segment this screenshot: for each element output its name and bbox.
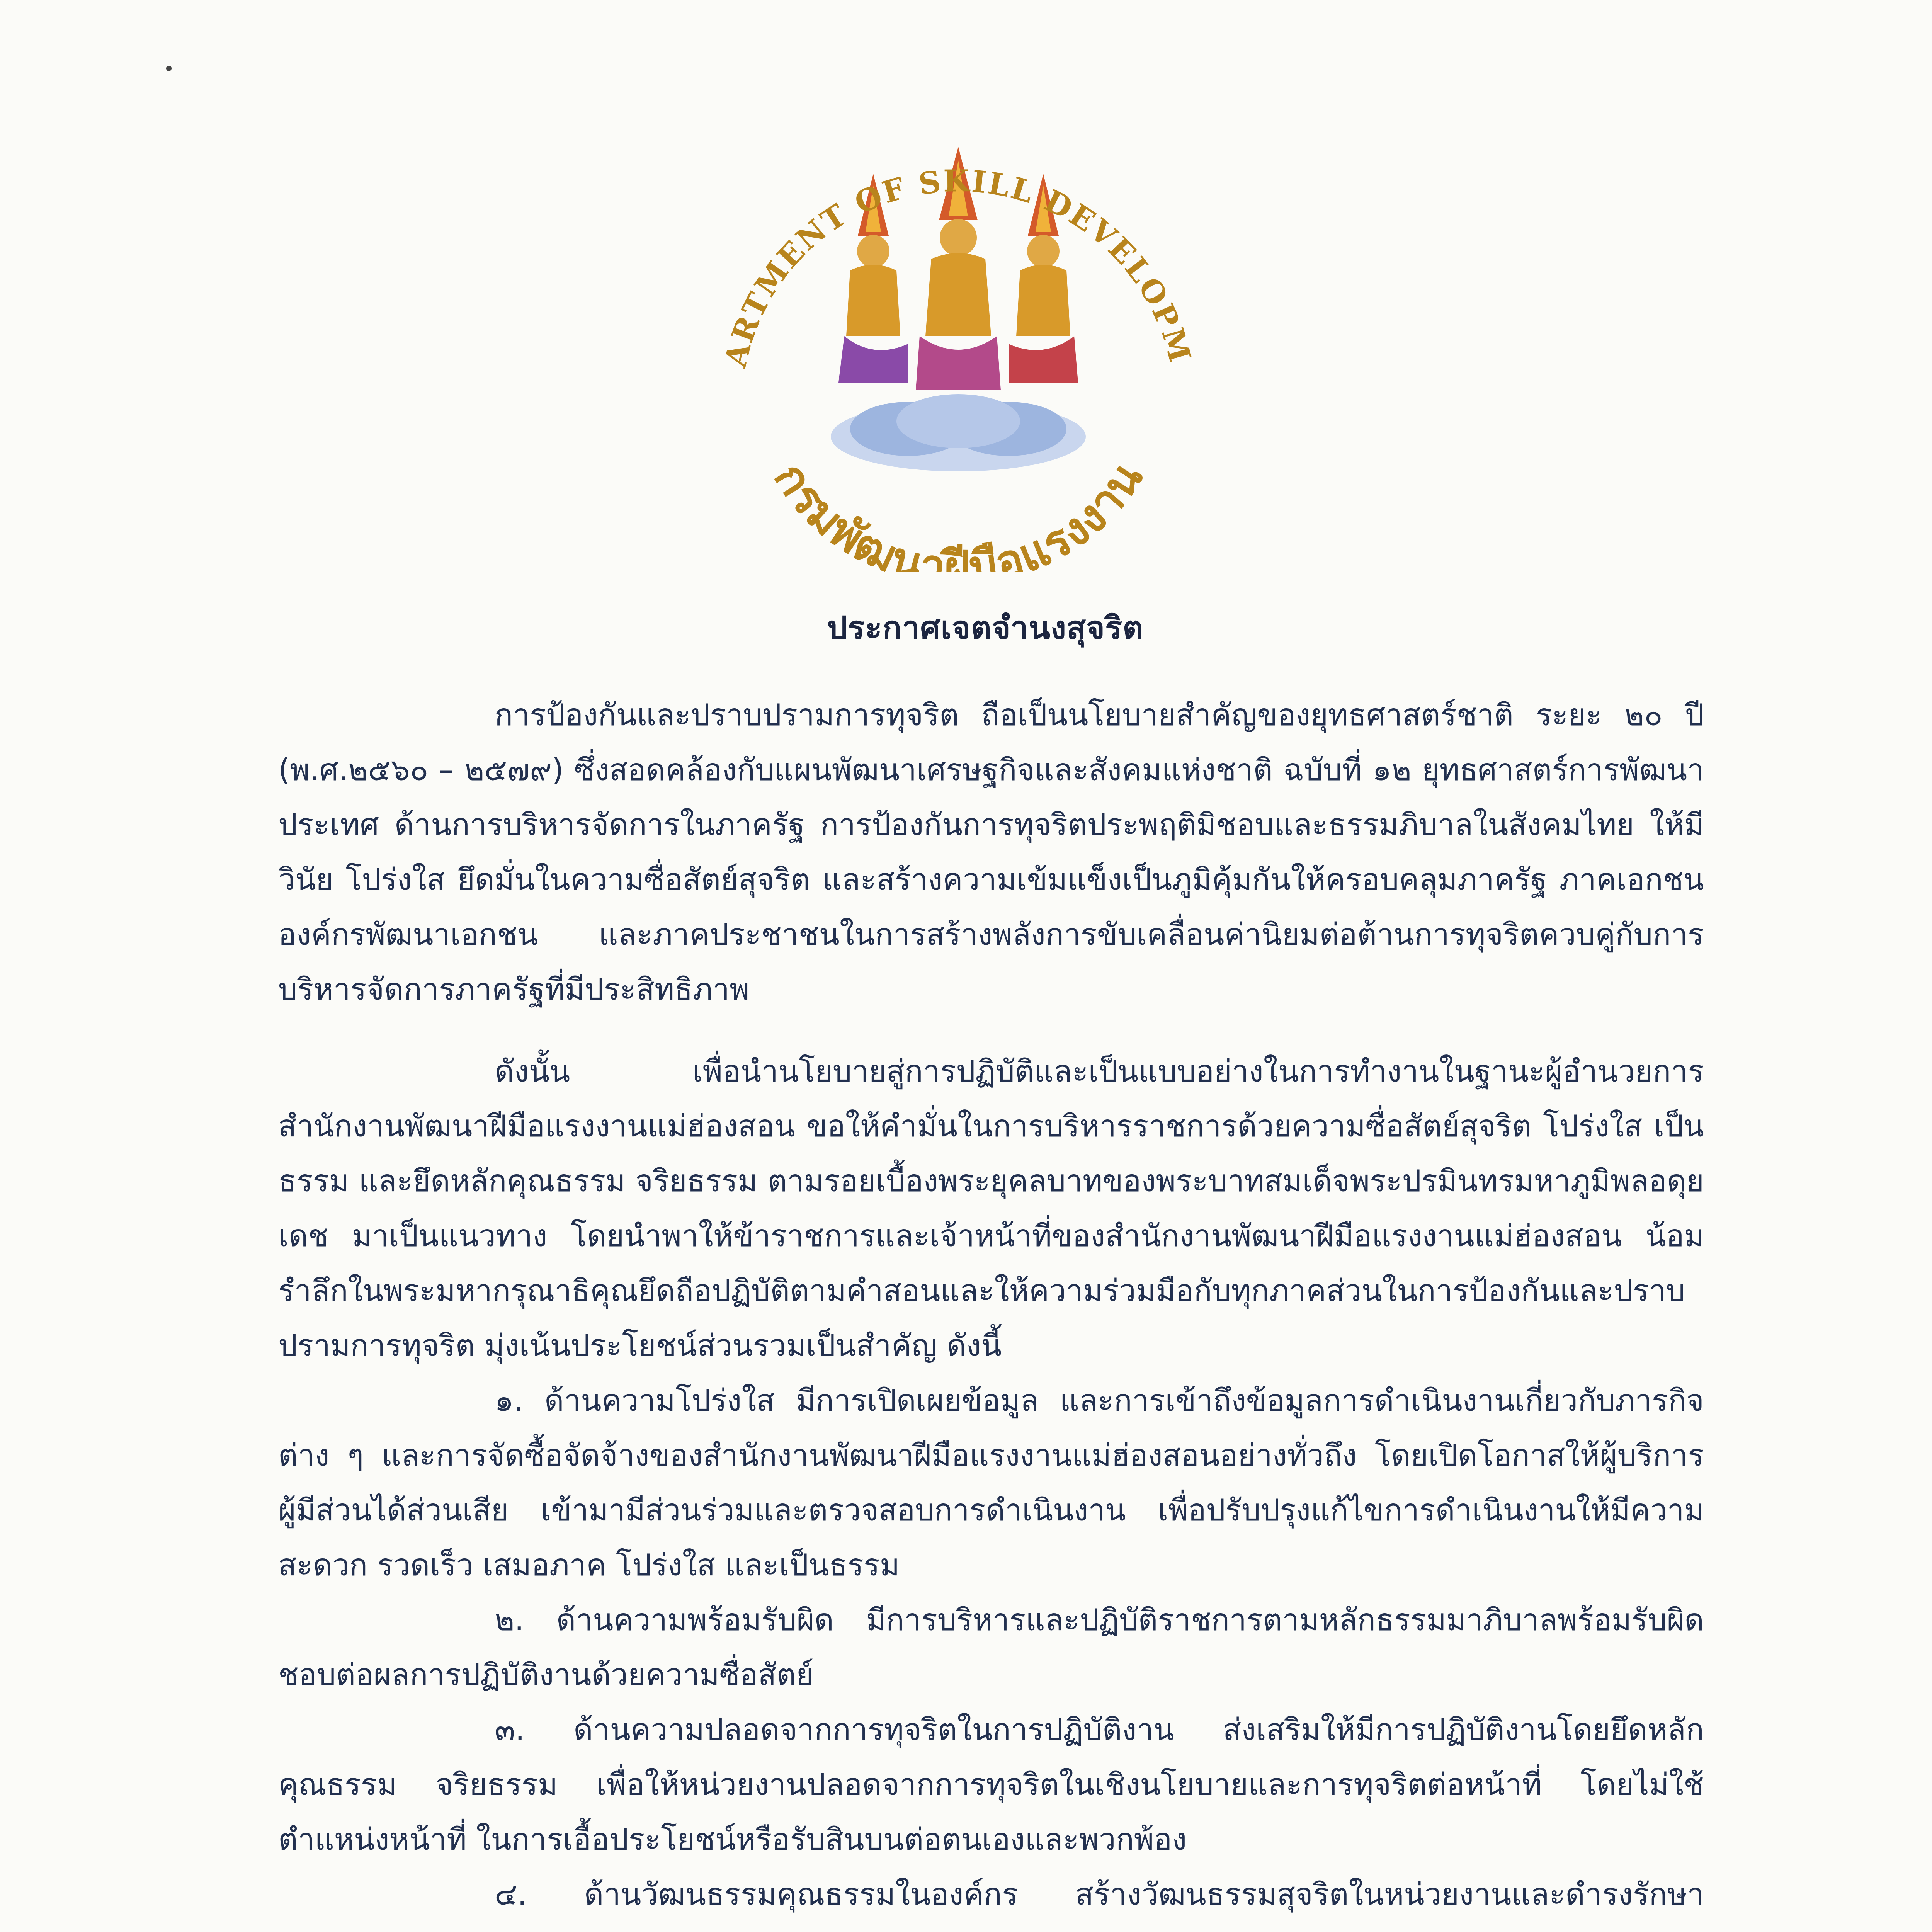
list-item-integrity-culture: ๔. ด้านวัฒนธรรมคุณธรรมในองค์กร สร้างวัฒนธรรมสุจริตในหน่วยงานและดำรงรักษา [495,1877,1704,1912]
seal-english-arc-text: ARTMENT OF SKILL DEVELOPM [718,163,1198,371]
scan-speck [166,66,172,71]
intro-paragraph: การป้องกันและปราบปรามการทุจริต ถือเป็นนโยบายสำคัญของยุทธศาสตร์ชาติ ระยะ ๒๐ ปี (พ.ศ.๒๕๖๐ – ๒๕๗๙) ซึ่งสอดคล้องกับแผนพัฒนาเศรษฐกิจและสังคมแห่งชาติ ฉบับที่ ๑๒ ยุทธศาสตร์การพัฒนาประเทศ ด้านการบริหารจัดการในภาครัฐ การป้องกันการทุจริตประพฤติมิชอบและธรรมภิบาลในสังคมไทย ให้มีวินัย โปร่งใส ยึดมั่นในความซื่อสัตย์สุจริต และสร้างความเข้มแข็งเป็นภูมิคุ้มกันให้ครอบคลุมภาครัฐ ภาคเอกชน องค์กรพัฒนาเอกชน และภาคประชาชนในการสร้างพลังการขับเคลื่อนค่านิยมต่อต้านการทุจริตควบคู่กับการบริหารจัดการภาครัฐที่มีประสิทธิภาพ [278,698,1704,1007]
list-item-accountability: ๒. ด้านความพร้อมรับผิด มีการบริหารและปฏิบัติราชการตามหลักธรรมมาภิบาลพร้อมรับผิดชอบต่อผลการปฏิบัติงานด้วยความซื่อสัตย์ [278,1603,1704,1692]
list-item-corruption-free: ๓. ด้านความปลอดจากการทุจริตในการปฏิบัติงาน ส่งเสริมให้มีการปฏิบัติงานโดยยึดหลักคุณธรรม จริยธรรม เพื่อให้หน่วยงานปลอดจากการทุจริตในเชิงนโยบายและการทุจริตต่อหน้าที่ โดยไม่ใช้ตำแหน่งหน้าที่ ในการเอื้อประโยชน์หรือรับสินบนต่อตนเองและพวกพ้อง [278,1713,1704,1857]
seal-graphic [692,89,1225,572]
document-title: ประกาศเจตจำนงสุจริต [827,610,1144,646]
list-item-transparency: ๑. ด้านความโปร่งใส มีการเปิดเผยข้อมูล และการเข้าถึงข้อมูลการดำเนินงานเกี่ยวกับภารกิจต่าง ๆ และการจัดซื้อจัดจ้างของสำนักงานพัฒนาฝีมือแรงงานแม่ฮ่องสอนอย่างทั่วถึง โดยเปิดโอกาสให้ผู้บริการ ผู้มีส่วนได้ส่วนเสีย เข้ามามีส่วนร่วมและตรวจสอบการดำเนินงาน เพื่อปรับปรุงแก้ไขการดำเนินงานให้มีความสะดวก รวดเร็ว เสมอภาค โปร่งใส และเป็นธรรม [278,1383,1704,1583]
cloud-base [831,394,1086,471]
department-seal-logo [692,89,1225,572]
document-body [278,688,1704,1932]
seal-thai-arc-text: กรมพัฒนาฝีมือแรงงาน [764,452,1153,572]
commitment-paragraph: ดังนั้น เพื่อนำนโยบายสู่การปฏิบัติและเป็นแบบอย่างในการทำงานในฐานะผู้อำนวยการสำนักงานพัฒนาฝีมือแรงงานแม่ฮ่องสอน ขอให้คำมั่นในการบริหารราชการด้วยความซื่อสัตย์สุจริต โปร่งใส เป็นธรรม และยึดหลักคุณธรรม จริยธรรม ตามรอยเบื้องพระยุคลบาทของพระบาทสมเด็จพระปรมินทรมหาภูมิพลอดุยเดช มาเป็นแนวทาง โดยนำพาให้ข้าราชการและเจ้าหน้าที่ของสำนักงานพัฒนาฝีมือแรงงานแม่ฮ่องสอน น้อมรำลึกในพระมหากรุณาธิคุณยึดถือปฏิบัติตามคำสอนและให้ความร่วมมือกับทุกภาคส่วนในการป้องกันและปราบปรามการทุจริต มุ่งเน้นประโยชน์ส่วนรวมเป็นสำคัญ ดังนี้ [278,1054,1704,1363]
